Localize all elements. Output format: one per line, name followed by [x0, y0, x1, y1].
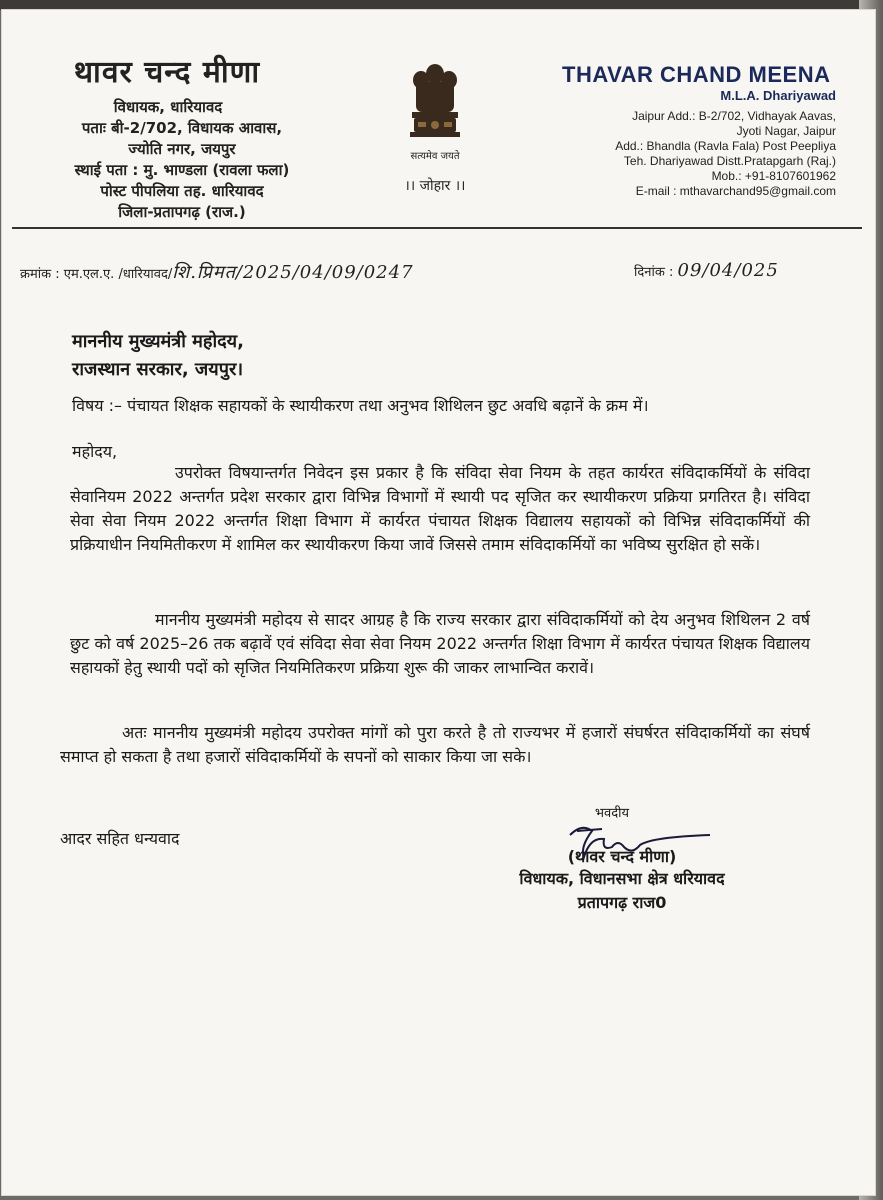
photo-top-edge	[0, 0, 883, 10]
lion-capital-icon	[404, 60, 466, 146]
mla-name-hindi: थावर चन्द मीणा	[73, 55, 261, 90]
home-address-line-2: Teh. Dhariyawad Distt.Pratapgarh (Raj.)	[623, 154, 836, 168]
signature-block	[472, 803, 772, 915]
recipient-block	[72, 328, 244, 384]
mla-name-english: THAVAR CHAND MEENA	[562, 62, 831, 87]
reference-handwritten: शि.प्रिमत/2025/04/09/0247	[172, 262, 414, 283]
jaipur-address-line-2: Jyoti Nagar, Jaipur	[736, 124, 836, 138]
mobile-number: Mob.: +91-8107601962	[711, 169, 836, 183]
permanent-address-line-3: जिला-प्रतापगढ़ (राज.)	[118, 203, 246, 221]
designation-hindi: विधायक, धारियावद	[113, 98, 223, 116]
signatory-place: प्रतापगढ़ राज0	[577, 893, 667, 912]
state-emblem	[395, 60, 475, 195]
letterhead-english	[562, 62, 842, 199]
address-line-2: ज्योति नगर, जयपुर	[128, 140, 236, 158]
reference-number	[20, 260, 414, 284]
paragraph-3: अतः माननीय मुख्यमंत्री महोदय उपरोक्त मांगों को पुरा करते है तो राज्यभर में हजारों संघर्षरत संविदाकर्मियों का संघर्ष समाप्त हो सकता है तथा हजारों संविदाकर्मियों के सपनों को साकार किया जा सके।	[60, 723, 810, 766]
yours-faithfully: भवदीय	[594, 806, 630, 821]
salutation: महोदय,	[72, 442, 118, 461]
subject-line: विषय :– पंचायत शिक्षक सहायकों के स्थायीकरण तथा अनुभव शिथिलन छुट अवधि बढ़ानें के क्रम में।	[72, 396, 649, 415]
letter-sheet	[2, 10, 875, 1195]
signatory-designation: विधायक, विधानसभा क्षेत्र धरियावद	[519, 869, 725, 888]
mla-designation-english: M.L.A. Dhariyawad	[720, 88, 836, 103]
johar-text: ।। जोहार ।।	[404, 178, 466, 194]
letterhead-hindi	[2, 50, 362, 223]
recipient-line-1: माननीय मुख्यमंत्री महोदय,	[72, 331, 244, 352]
signatory-name: (थावर चन्द मीणा)	[567, 847, 677, 866]
header-divider	[12, 227, 862, 229]
permanent-address-line-2: पोस्ट पीपलिया तह. धारियावद	[100, 182, 264, 200]
email-address: E-mail : mthavarchand95@gmail.com	[635, 184, 836, 198]
handwritten-signature-icon	[562, 817, 712, 867]
date-label: दिनांक :	[634, 265, 674, 280]
emblem-motto: सत्यमेव जयते	[410, 151, 460, 162]
home-address-line-1: Add.: Bhandla (Ravla Fala) Post Peepliya	[615, 139, 836, 153]
jaipur-address-line-1: Jaipur Add.: B-2/702, Vidhayak Aavas,	[632, 109, 836, 123]
date-field	[634, 260, 779, 281]
recipient-line-2: राजस्थान सरकार, जयपुर।	[72, 359, 244, 380]
reference-label: क्रमांक : एम.एल.ए. /धारियावद/	[20, 267, 173, 282]
date-handwritten: 09/04/025	[677, 260, 779, 281]
address-line-1: पताः बी-2/702, विधायक आवास,	[81, 119, 283, 137]
permanent-address-line-1: स्थाई पता : मु. भाण्डला (रावला फला)	[74, 161, 290, 179]
paragraph-1: उपरोक्त विषयान्तर्गत निवेदन इस प्रकार है कि संविदा सेवा नियम के तहत कार्यरत संविदाकर्मियों के संविदा सेवानियम 2022 अन्तर्गत प्रदेश सरकार द्वारा विभिन्न विभागों में स्थायी पद सृजित कर स्थायीकरण प्रक्रिया प्रगतिरत है। संविदा सेवा सेवा नियम 2022 अन्तर्गत शिक्षा विभाग में कार्यरत पंचायत शिक्षक विद्यालय सहायकों को विभिन्न संविदाकर्मियों की प्रक्रियाधीन नियमितीकरण में शामिल कर स्थायीकरण किया जावें जिससे तमाम संविदाकर्मियों का भविष्य सुरक्षित हो सकें।	[70, 463, 810, 554]
paragraph-2: माननीय मुख्यमंत्री महोदय से सादर आग्रह है कि राज्य सरकार द्वारा संविदाकर्मियों को देय अनुभव शिथिलन 2 वर्ष छुट को वर्ष 2025–26 तक बढ़ावें एवं संविदा सेवा सेवा नियम 2022 अन्तर्गत शिक्षा विभाग में कार्यरत पंचायत शिक्षक विद्यालय सहायकों हेतु स्थायी पदों को सृजित नियमितिकरण प्रक्रिया शुरू की जाकर लाभान्वित करावें।	[70, 610, 810, 677]
closing-line: आदर सहित धन्यवाद	[60, 829, 180, 848]
